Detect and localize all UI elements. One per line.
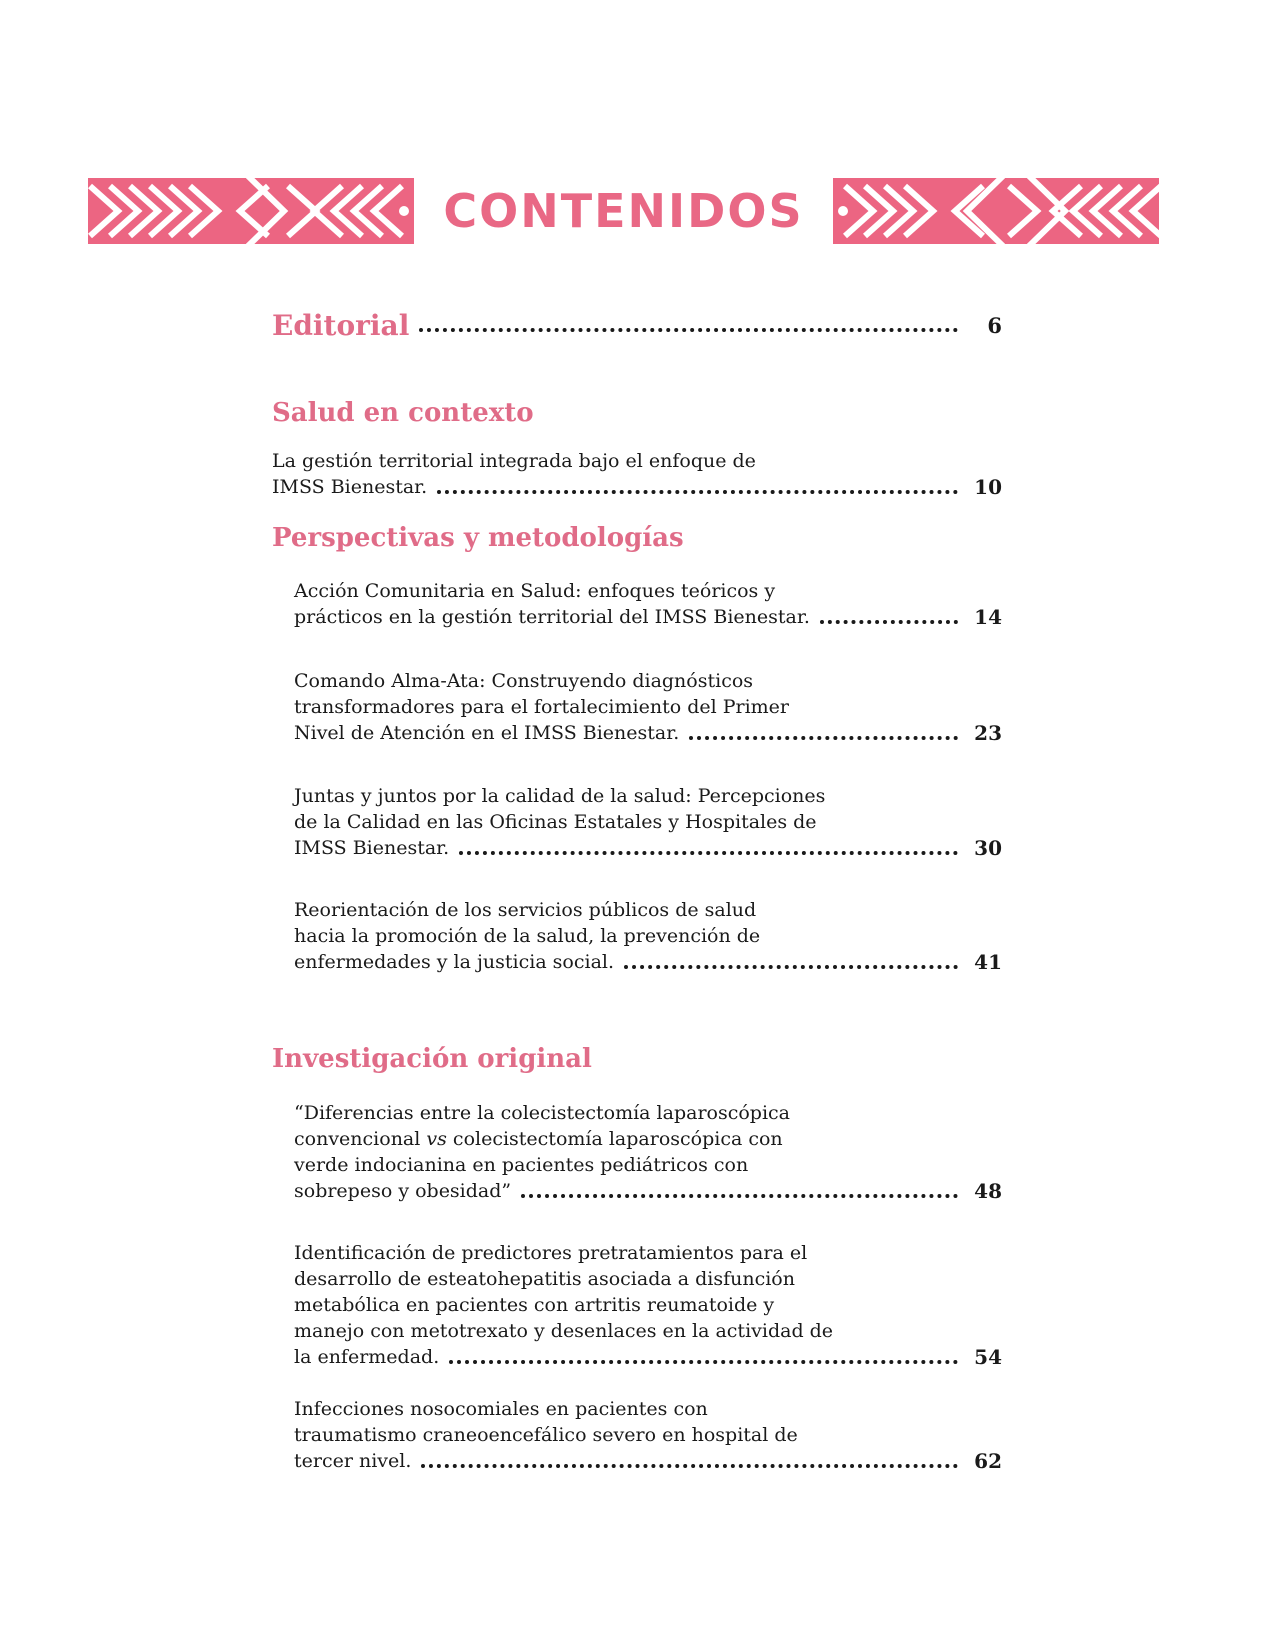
page-number: 48 xyxy=(974,1179,1002,1203)
toc-entry-editorial[interactable] xyxy=(272,302,1002,342)
dot-leader xyxy=(421,1464,958,1468)
entry-title-line: La gestión territorial integrada bajo el enfoque de xyxy=(272,450,756,472)
entry-title-italic: vs xyxy=(426,1128,447,1150)
entry-title-line: IMSS Bienestar. xyxy=(294,837,450,859)
dot-leader xyxy=(437,490,958,494)
toc-entry[interactable] xyxy=(294,668,1002,746)
entry-title-line: colecistectomía laparoscópica con xyxy=(452,1128,783,1150)
dot-leader xyxy=(689,736,958,740)
page-number: 10 xyxy=(974,475,1002,499)
entry-title-line: Reorientación de los servicios públicos de salud xyxy=(294,899,757,921)
toc-entry[interactable] xyxy=(294,1240,1002,1370)
entry-title-line: desarrollo de esteatohepatitis asociada a disfunción xyxy=(294,1268,795,1290)
banner-title: CONTENIDOS xyxy=(443,184,804,238)
entry-title-line: convencional xyxy=(294,1128,421,1150)
page-number: 62 xyxy=(974,1449,1002,1473)
entry-title-line: prácticos en la gestión territorial del IMSS Bienestar. xyxy=(294,606,810,628)
entry-title-line: “Diferencias entre la colecistectomía laparoscópica xyxy=(294,1102,791,1124)
section-heading-salud-en-contexto: Salud en contexto xyxy=(272,398,534,428)
dot-leader xyxy=(449,1360,958,1364)
entry-title-line: enfermedades y la justicia social. xyxy=(294,951,615,973)
dot-leader xyxy=(820,620,958,624)
section-heading-perspectivas-y-metodologias: Perspectivas y metodologías xyxy=(272,523,684,553)
page-number: 14 xyxy=(974,605,1002,629)
dot-leader xyxy=(459,851,958,855)
dot-leader xyxy=(521,1194,958,1198)
toc-entry[interactable] xyxy=(294,1396,1002,1474)
entry-title-line: hacia la promoción de la salud, la prevención de xyxy=(294,925,761,947)
toc-entry[interactable] xyxy=(294,783,1002,861)
page-number: 54 xyxy=(974,1345,1002,1369)
entry-title-line: tercer nivel. xyxy=(294,1450,412,1472)
entry-title-line: la enfermedad. xyxy=(294,1346,440,1368)
entry-title-line: IMSS Bienestar. xyxy=(272,476,428,498)
entry-title-line: sobrepeso y obesidad” xyxy=(294,1180,512,1202)
dot-leader xyxy=(624,965,958,969)
entry-title-line: Infecciones nosocomiales en pacientes con xyxy=(294,1398,708,1420)
entry-title-line: Comando Alma-Ata: Construyendo diagnósticos xyxy=(294,670,754,692)
entry-title-line: de la Calidad en las Oficinas Estatales y Hospitales de xyxy=(294,811,817,833)
entry-title-line: Acción Comunitaria en Salud: enfoques teóricos y xyxy=(294,580,776,602)
entry-title-line: Identificación de predictores pretratamientos para el xyxy=(294,1242,808,1264)
entry-title-line: manejo con metotrexato y desenlaces en la actividad de xyxy=(294,1320,834,1342)
toc-entry[interactable] xyxy=(294,1100,1002,1204)
entry-title-line: verde indocianina en pacientes pediátricos con xyxy=(294,1154,749,1176)
page-number: 23 xyxy=(974,721,1002,745)
toc-entry[interactable] xyxy=(272,448,1002,500)
entry-title-line: traumatismo craneoencefálico severo en hospital de xyxy=(294,1424,798,1446)
toc-entry[interactable] xyxy=(294,578,1002,630)
toc-entry[interactable] xyxy=(294,897,1002,975)
entry-title-line: Juntas y juntos por la calidad de la salud: Percepciones xyxy=(294,785,826,807)
entry-title-line: Nivel de Atención en el IMSS Bienestar. xyxy=(294,722,680,744)
page-number: 41 xyxy=(974,950,1002,974)
entry-title-line: transformadores para el fortalecimiento del Primer xyxy=(294,696,790,718)
toc-editorial-title: Editorial xyxy=(272,309,410,342)
page-number: 30 xyxy=(974,836,1002,860)
section-heading-investigacion-original: Investigación original xyxy=(272,1044,592,1074)
page-number: 6 xyxy=(987,313,1002,338)
entry-title-line: metabólica en pacientes con artritis reumatoide y xyxy=(294,1294,775,1316)
dot-leader xyxy=(419,328,958,332)
